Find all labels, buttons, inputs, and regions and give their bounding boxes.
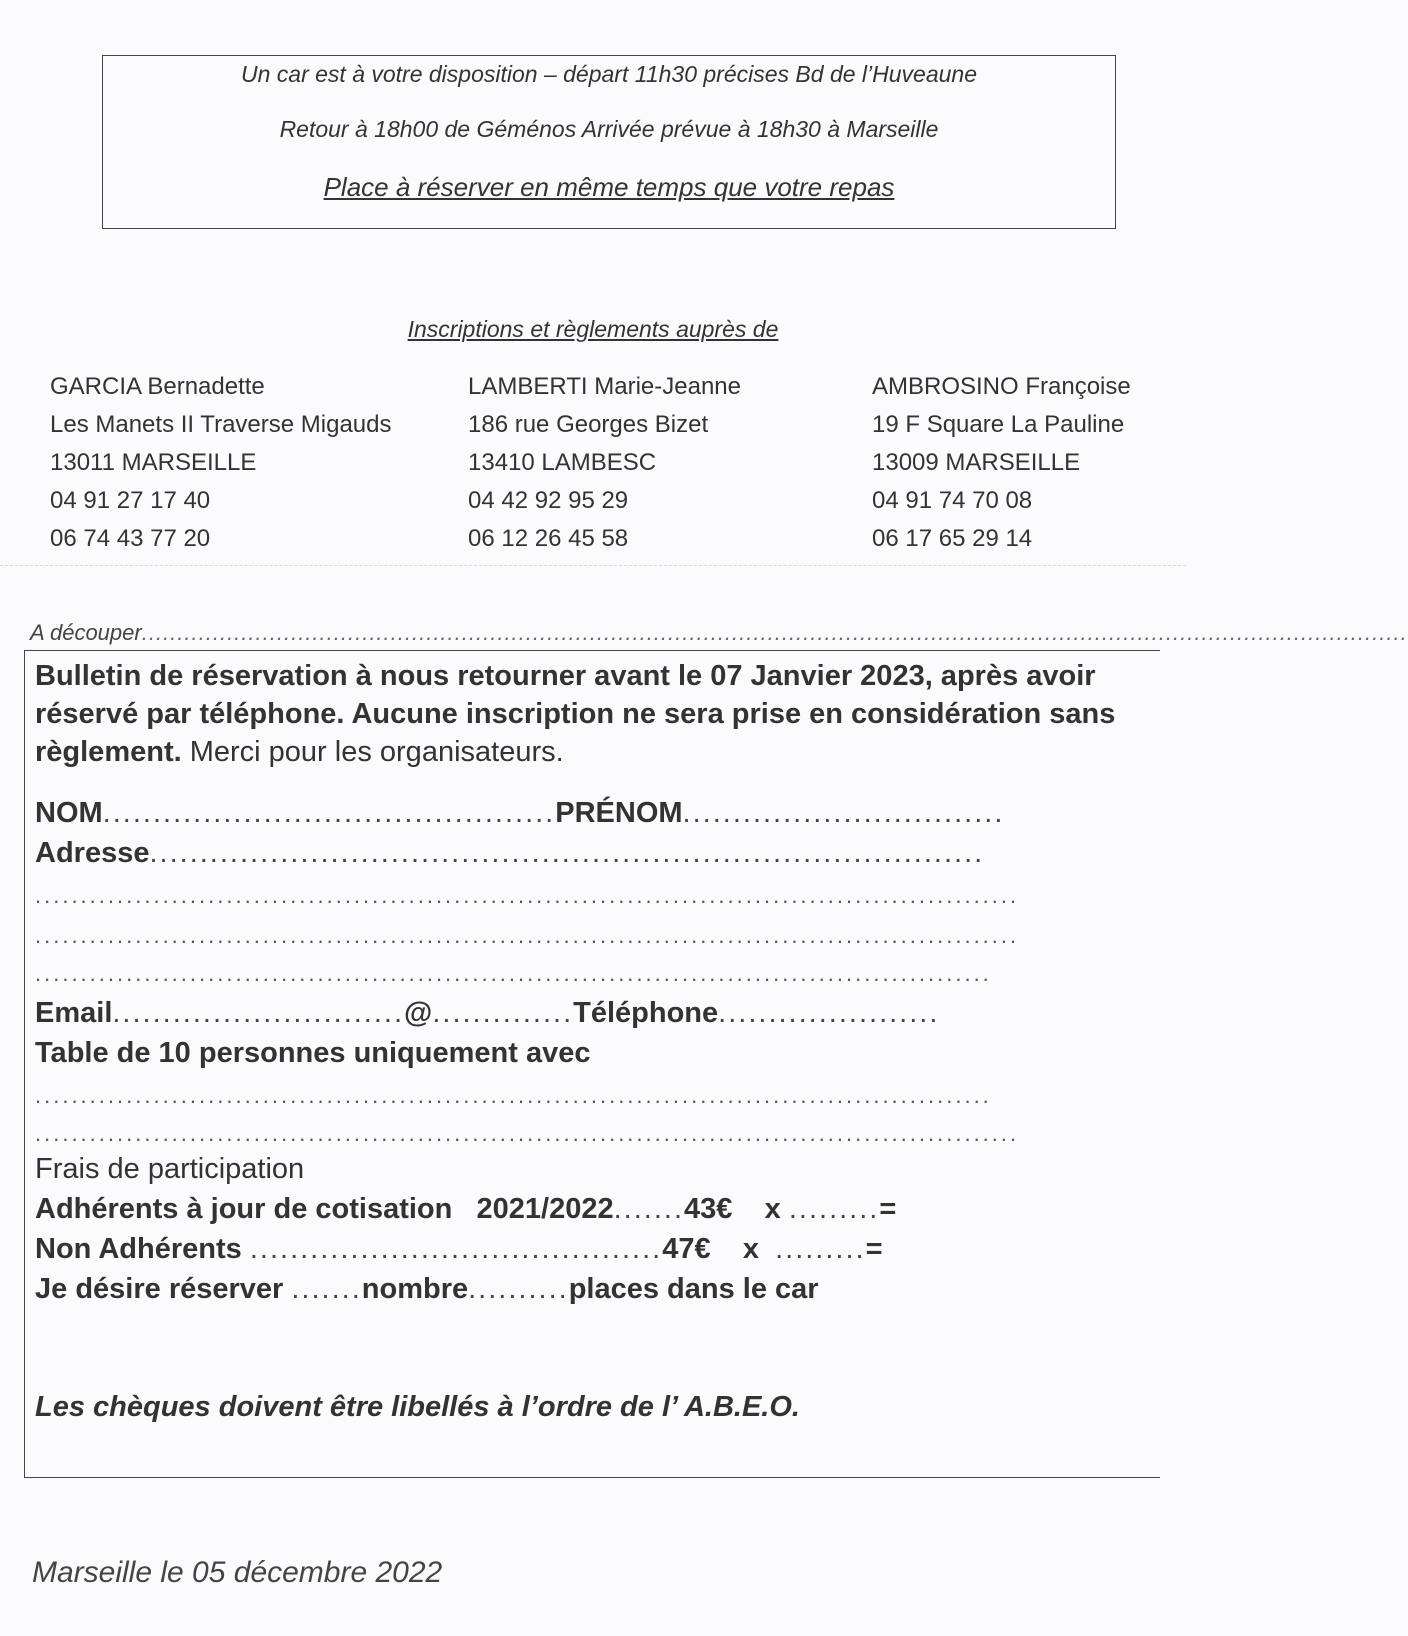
address-line-2[interactable]: ............................................................................................................	[35, 883, 1020, 908]
adherents-equals: =	[879, 1193, 897, 1225]
inscriptions-title: Inscriptions et règlements auprès de	[407, 316, 779, 342]
address-row	[35, 837, 984, 870]
contact-name: GARCIA Bernadette	[50, 373, 265, 400]
telephone-label: Téléphone	[573, 997, 719, 1029]
non-adherents-multiply: x	[742, 1233, 759, 1265]
car-row	[35, 1273, 819, 1306]
frais-label: Frais de participation	[35, 1153, 305, 1185]
prenom-label: PRÉNOM	[555, 797, 683, 829]
nom-label: NOM	[35, 797, 103, 829]
non-adherents-row	[35, 1233, 883, 1266]
table-line-2[interactable]: ............................................................................................................	[35, 1121, 1020, 1146]
contact-garcia	[50, 372, 391, 562]
frais-row	[35, 1153, 304, 1186]
car-label-2: nombre	[361, 1273, 469, 1305]
table-row-label	[35, 1037, 590, 1070]
contact-mobile: 06 74 43 77 20	[50, 525, 211, 552]
adherents-label: Adhérents à jour de cotisation	[35, 1193, 453, 1225]
bus-departure-text: Un car est à votre disposition – départ 11h30 précises Bd de l’Huveaune	[240, 61, 977, 87]
car-label-1: Je désire réserver	[35, 1273, 284, 1305]
cut-dots: ..................................................................................................................................................................................	[141, 620, 1408, 645]
adherents-year: 2021/2022	[476, 1193, 614, 1225]
footer-date: Marseille le 05 décembre 2022	[32, 1556, 443, 1589]
contact-phone: 04 91 27 17 40	[50, 487, 211, 514]
car-label-3: places dans le car	[568, 1273, 819, 1305]
non-adherents-qty-field[interactable]: .........	[775, 1233, 866, 1265]
table-label: Table de 10 personnes uniquement avec	[35, 1037, 591, 1069]
contact-lamberti	[468, 372, 741, 562]
cut-label: A découper	[30, 620, 142, 645]
paper-fold-line	[0, 565, 1186, 566]
non-adherents-label: Non Adhérents	[35, 1233, 242, 1265]
address-line-4[interactable]: .........................................................................................................	[35, 961, 992, 986]
name-row	[35, 797, 1004, 830]
adherents-multiply: x	[764, 1193, 781, 1225]
adherents-dots: .......	[613, 1193, 685, 1225]
contact-phone: 04 91 74 70 08	[872, 487, 1033, 514]
contact-address: 186 rue Georges Bizet	[468, 411, 709, 438]
adresse-label: Adresse	[35, 837, 150, 869]
reservation-form	[24, 650, 1160, 1478]
contact-name: LAMBERTI Marie-Jeanne	[468, 373, 741, 400]
at-sign: @	[404, 997, 433, 1029]
form-intro-thanks: Merci pour les organisateurs.	[181, 736, 564, 768]
bus-return-text: Retour à 18h00 de Géménos Arrivée prévue à 18h30 à Marseille	[279, 116, 939, 142]
email-label: Email	[35, 997, 113, 1029]
contact-city: 13410 LAMBESC	[468, 449, 657, 476]
contact-mobile: 06 17 65 29 14	[872, 525, 1033, 552]
contact-name: AMBROSINO Françoise	[872, 373, 1131, 400]
bus-reservation-note: Place à réserver en même temps que votre repas	[323, 172, 895, 202]
adherents-price: 43€	[684, 1193, 733, 1225]
prenom-field[interactable]: ................................	[682, 797, 1005, 829]
contact-address: 19 F Square La Pauline	[872, 411, 1125, 438]
address-line-3[interactable]: ............................................................................................................	[35, 923, 1020, 948]
table-line-1[interactable]: .........................................................................................................	[35, 1083, 992, 1108]
contact-address: Les Manets II Traverse Migauds	[50, 411, 392, 438]
non-adherents-equals: =	[865, 1233, 883, 1265]
contact-mobile: 06 12 26 45 58	[468, 525, 629, 552]
form-intro-bold: Bulletin de réservation à nous retourner avant le 07 Janvier 2023, après avoir réservé par téléphone. Aucune inscription ne sera prise en considération sans règlement.	[35, 660, 1116, 768]
bus-info-box	[102, 55, 1116, 229]
form-intro	[35, 657, 1145, 771]
contact-phone: 04 42 92 95 29	[468, 487, 629, 514]
nom-field[interactable]: .............................................	[102, 797, 556, 829]
adresse-field[interactable]: ...................................................................................	[149, 837, 985, 869]
adherents-qty-field[interactable]: .........	[788, 1193, 880, 1225]
cheques-note: Les chèques doivent être libellés à l’ordre de l’ A.B.E.O.	[35, 1391, 800, 1423]
non-adherents-dots: .........................................	[249, 1233, 663, 1265]
telephone-field[interactable]: ......................	[718, 997, 940, 1029]
email-domain-field[interactable]: ..............	[432, 997, 574, 1029]
contact-city: 13011 MARSEILLE	[50, 449, 257, 476]
adherents-row	[35, 1193, 896, 1226]
cut-line	[30, 620, 1408, 646]
car-dots-1: .......	[291, 1273, 362, 1305]
email-field[interactable]: .............................	[112, 997, 405, 1029]
car-places-field[interactable]: ..........	[468, 1273, 569, 1305]
contact-row	[35, 997, 939, 1030]
contact-ambrosino	[872, 372, 1131, 562]
contact-city: 13009 MARSEILLE	[872, 449, 1081, 476]
non-adherents-price: 47€	[662, 1233, 711, 1265]
